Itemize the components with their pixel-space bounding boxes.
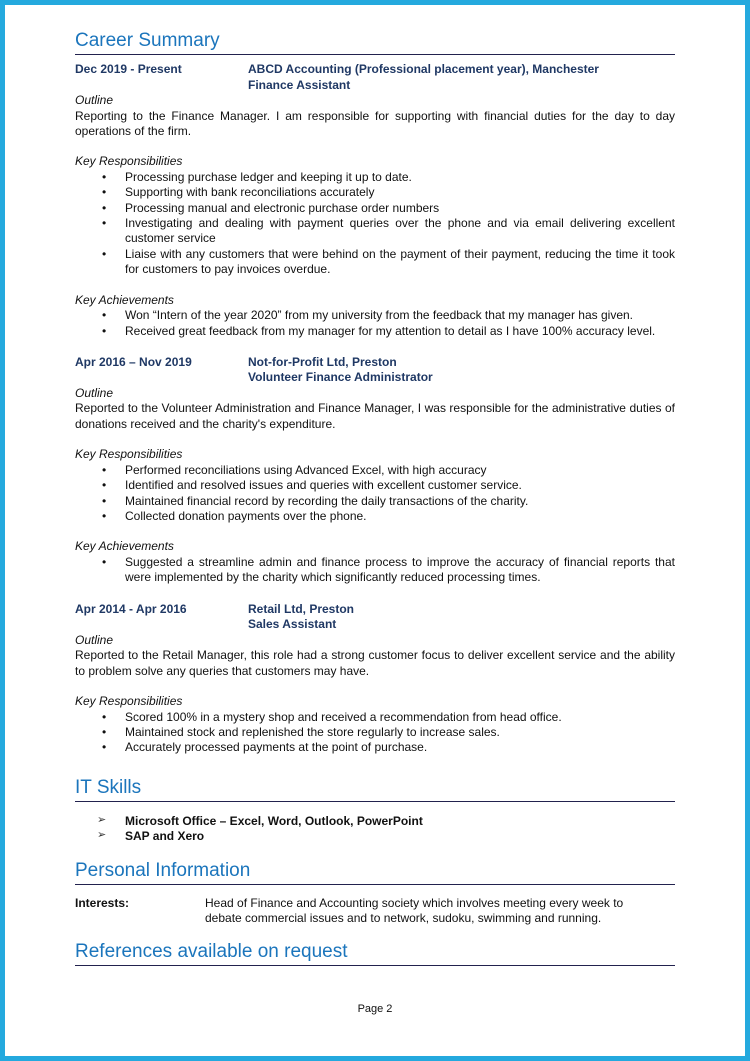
list-item-text: Collected donation payments over the phone. bbox=[125, 509, 367, 523]
list-item bbox=[75, 710, 675, 725]
bullet-icon: • bbox=[102, 308, 107, 323]
list-item bbox=[75, 509, 675, 524]
spacer bbox=[75, 432, 675, 447]
responsibilities-label: Key Responsibilities bbox=[75, 694, 183, 709]
achievements-list bbox=[75, 308, 675, 339]
job-dates: Apr 2016 – Nov 2019 bbox=[75, 354, 192, 369]
responsibilities-label: Key Responsibilities bbox=[75, 154, 183, 169]
list-item-text: Supporting with bank reconciliations accurately bbox=[125, 185, 375, 200]
spacer bbox=[75, 139, 675, 154]
list-item bbox=[75, 201, 675, 216]
list-item-text: SAP and Xero bbox=[125, 829, 205, 844]
list-item bbox=[75, 463, 675, 478]
list-item-text: Liaise with any customers that were behind on the payment of their payment, reducing the time it took for customers to pay invoices overdue. bbox=[125, 246, 675, 277]
job-company bbox=[248, 355, 675, 386]
job-header bbox=[75, 62, 675, 93]
spacer bbox=[75, 278, 675, 293]
list-item bbox=[75, 555, 675, 586]
job-company-name: Retail Ltd, Preston bbox=[248, 601, 355, 616]
job-entry-finance-assistant bbox=[75, 62, 675, 339]
bullet-icon: • bbox=[102, 169, 107, 184]
list-item-text: Identified and resolved issues and queries with excellent customer service. bbox=[125, 478, 522, 493]
spacer bbox=[75, 524, 675, 539]
job-header bbox=[75, 355, 675, 386]
list-item-text: Suggested a streamline admin and finance process to improve the accuracy of financial reports that were implemented by the charity which significantly reduced processing times. bbox=[125, 554, 675, 585]
job-company-name: ABCD Accounting (Professional placement year), Manchester bbox=[248, 62, 599, 76]
job-company-name: Not-for-Profit Ltd, Preston bbox=[248, 354, 397, 369]
bullet-icon: • bbox=[102, 478, 107, 493]
list-item-text: Processing manual and electronic purchase order numbers bbox=[125, 200, 440, 215]
outline-label: Outline bbox=[75, 632, 114, 647]
bullet-icon: • bbox=[102, 462, 107, 477]
job-dates: Dec 2019 - Present bbox=[75, 62, 182, 76]
list-item-text: Received great feedback from my manager for my attention to detail as I have 100% accuracy level. bbox=[125, 323, 656, 338]
list-item bbox=[75, 247, 675, 278]
bullet-icon: • bbox=[102, 185, 107, 200]
bullet-icon: • bbox=[102, 554, 107, 569]
list-item-text: Processing purchase ledger and keeping it up to date. bbox=[125, 169, 412, 184]
achievements-list bbox=[75, 555, 675, 586]
job-header bbox=[75, 602, 675, 633]
responsibilities-label: Key Responsibilities bbox=[75, 447, 183, 462]
job-entry-sales-assistant bbox=[75, 602, 675, 756]
outline-paragraph: Reported to the Retail Manager, this role had a strong customer focus to deliver excellent service and the ability to problem solve any queries that customers may have. bbox=[75, 648, 675, 678]
job-title: Sales Assistant bbox=[248, 617, 337, 632]
outline-paragraph: Reporting to the Finance Manager. I am responsible for supporting with financial duties for the day to day operations of the firm. bbox=[75, 108, 675, 138]
page-number: Page 2 bbox=[357, 1003, 393, 1015]
bullet-icon: • bbox=[102, 493, 107, 508]
bullet-icon: • bbox=[102, 724, 107, 739]
list-item-text: Won “Intern of the year 2020” from my university from the feedback that my manager has given. bbox=[125, 308, 634, 323]
list-item-text: Performed reconciliations using Advanced Excel, with high accuracy bbox=[125, 462, 487, 477]
interests-label: Interests: bbox=[75, 895, 130, 910]
job-title: Finance Assistant bbox=[248, 77, 351, 92]
list-item bbox=[75, 185, 675, 200]
job-title: Volunteer Finance Administrator bbox=[248, 370, 433, 385]
list-item bbox=[75, 170, 675, 185]
job-company bbox=[248, 62, 675, 93]
job-dates: Apr 2014 - Apr 2016 bbox=[75, 601, 187, 616]
bullet-icon: • bbox=[102, 740, 107, 755]
spacer bbox=[75, 679, 675, 694]
bullet-icon: • bbox=[102, 246, 107, 261]
list-item bbox=[75, 725, 675, 740]
cv-content bbox=[5, 5, 745, 966]
section-heading-personal-information: Personal Information bbox=[75, 860, 675, 885]
responsibilities-list bbox=[75, 463, 675, 525]
list-item-text: Microsoft Office – Excel, Word, Outlook, PowerPoint bbox=[125, 813, 423, 828]
list-item-text: Investigating and dealing with payment queries over the phone and via email delivering excellent customer service bbox=[125, 216, 675, 246]
interests-row bbox=[75, 896, 675, 927]
list-item bbox=[75, 478, 675, 493]
it-skills-list bbox=[75, 814, 675, 845]
list-item bbox=[75, 814, 675, 829]
list-item-text: Scored 100% in a mystery shop and received a recommendation from head office. bbox=[125, 709, 562, 724]
bullet-icon: • bbox=[102, 323, 107, 338]
job-entry-volunteer-finance-administrator bbox=[75, 355, 675, 586]
bullet-icon: • bbox=[102, 216, 107, 231]
list-item bbox=[75, 494, 675, 509]
responsibilities-list bbox=[75, 710, 675, 756]
section-heading-references: References available on request bbox=[75, 941, 675, 966]
list-item bbox=[75, 740, 675, 755]
job-company bbox=[248, 602, 675, 633]
list-item bbox=[75, 216, 675, 247]
outline-label: Outline bbox=[75, 385, 114, 400]
list-item-text: Accurately processed payments at the point of purchase. bbox=[125, 740, 428, 755]
section-heading-it-skills: IT Skills bbox=[75, 777, 675, 802]
outline-label: Outline bbox=[75, 93, 114, 107]
list-item-text: Maintained stock and replenished the store regularly to increase sales. bbox=[125, 724, 500, 739]
achievements-label: Key Achievements bbox=[75, 292, 174, 307]
bullet-icon: • bbox=[102, 509, 107, 523]
achievements-label: Key Achievements bbox=[75, 539, 174, 554]
responsibilities-list bbox=[75, 170, 675, 278]
list-item bbox=[75, 829, 675, 844]
outline-paragraph: Reported to the Volunteer Administration and Finance Manager, I was responsible for the administrative duties of donations received and the charity's expenditure. bbox=[75, 401, 675, 431]
list-item bbox=[75, 324, 675, 339]
list-item-text: Maintained financial record by recording the daily transactions of the charity. bbox=[125, 493, 529, 508]
interests-text: Head of Finance and Accounting society which involves meeting every week to debate commercial issues and to network, sudoku, swimming and running. bbox=[205, 895, 624, 925]
bullet-icon: • bbox=[102, 200, 107, 215]
arrow-bullet-icon: ➢ bbox=[97, 813, 107, 826]
bullet-icon: • bbox=[102, 709, 107, 724]
section-heading-career-summary: Career Summary bbox=[75, 30, 675, 55]
list-item bbox=[75, 308, 675, 323]
arrow-bullet-icon: ➢ bbox=[97, 829, 107, 842]
